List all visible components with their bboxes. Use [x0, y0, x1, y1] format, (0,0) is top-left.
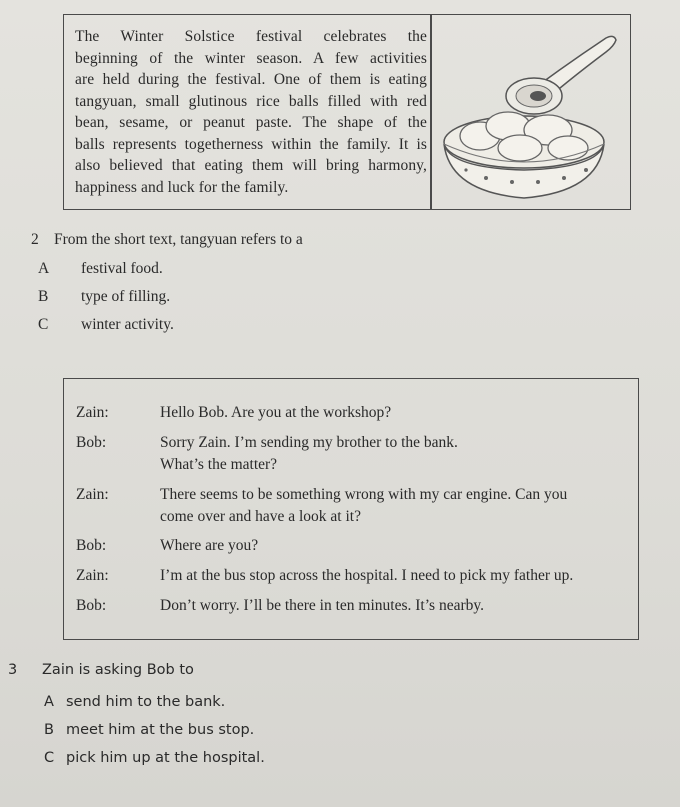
- dialogue-line: come over and have a look at it?: [160, 508, 361, 525]
- dialogue-line: Sorry Zain. I’m sending my brother to the bank.: [160, 434, 458, 451]
- passage-line: are held during the festival. One of them is eating: [75, 71, 427, 88]
- speaker-name: Bob:: [76, 537, 107, 554]
- option-text: send him to the bank.: [66, 694, 226, 710]
- option-letter: A: [38, 260, 50, 277]
- passage-line: bean, sesame, or peanut paste. The shape of the: [75, 114, 427, 131]
- dialogue-line: Where are you?: [160, 537, 259, 554]
- passage-line: beginning of the winter season. A few activities: [75, 49, 427, 67]
- dialogue-line: What’s the matter?: [160, 456, 278, 473]
- speaker-name: Zain:: [76, 486, 109, 503]
- speaker-name: Bob:: [76, 597, 107, 614]
- passage-line: happiness and luck for the family.: [75, 178, 289, 196]
- passage-line: balls represents togetherness within the family. It is: [75, 135, 427, 153]
- speaker-name: Bob:: [76, 434, 107, 451]
- tangyuan-bowl-icon: [438, 30, 626, 208]
- option-text: festival food.: [81, 260, 163, 277]
- option-letter: B: [44, 722, 54, 738]
- question-text: From the short text, tangyuan refers to a: [54, 231, 303, 248]
- passage-text: [75, 26, 427, 198]
- dialogue-line: I’m at the bus stop across the hospital. I need to pick my father up.: [160, 567, 574, 584]
- passage-line: The Winter Solstice festival celebrates the: [75, 28, 427, 45]
- question-text: Zain is asking Bob to: [42, 662, 194, 678]
- question-number: 3: [8, 662, 18, 678]
- option-letter: A: [44, 694, 54, 710]
- option-letter: C: [38, 316, 49, 333]
- passage-line: also believed that eating them will bring harmony,: [75, 157, 427, 174]
- dialogue-line: Don’t worry. I’ll be there in ten minutes. It’s nearby.: [160, 597, 484, 614]
- option-text: type of filling.: [81, 288, 171, 305]
- passage-divider: [430, 14, 432, 210]
- option-text: meet him at the bus stop.: [66, 722, 255, 738]
- passage-line: tangyuan, small glutinous rice balls filled with red: [75, 92, 427, 110]
- dialogue-line: There seems to be something wrong with my car engine. Can you: [160, 486, 568, 503]
- dialogue-line: Hello Bob. Are you at the workshop?: [160, 404, 392, 421]
- speaker-name: Zain:: [76, 567, 109, 584]
- option-text: winter activity.: [81, 316, 174, 333]
- option-text: pick him up at the hospital.: [66, 750, 265, 766]
- question-number: 2: [31, 231, 39, 248]
- speaker-name: Zain:: [76, 404, 109, 421]
- option-letter: B: [38, 288, 49, 305]
- option-letter: C: [44, 750, 55, 766]
